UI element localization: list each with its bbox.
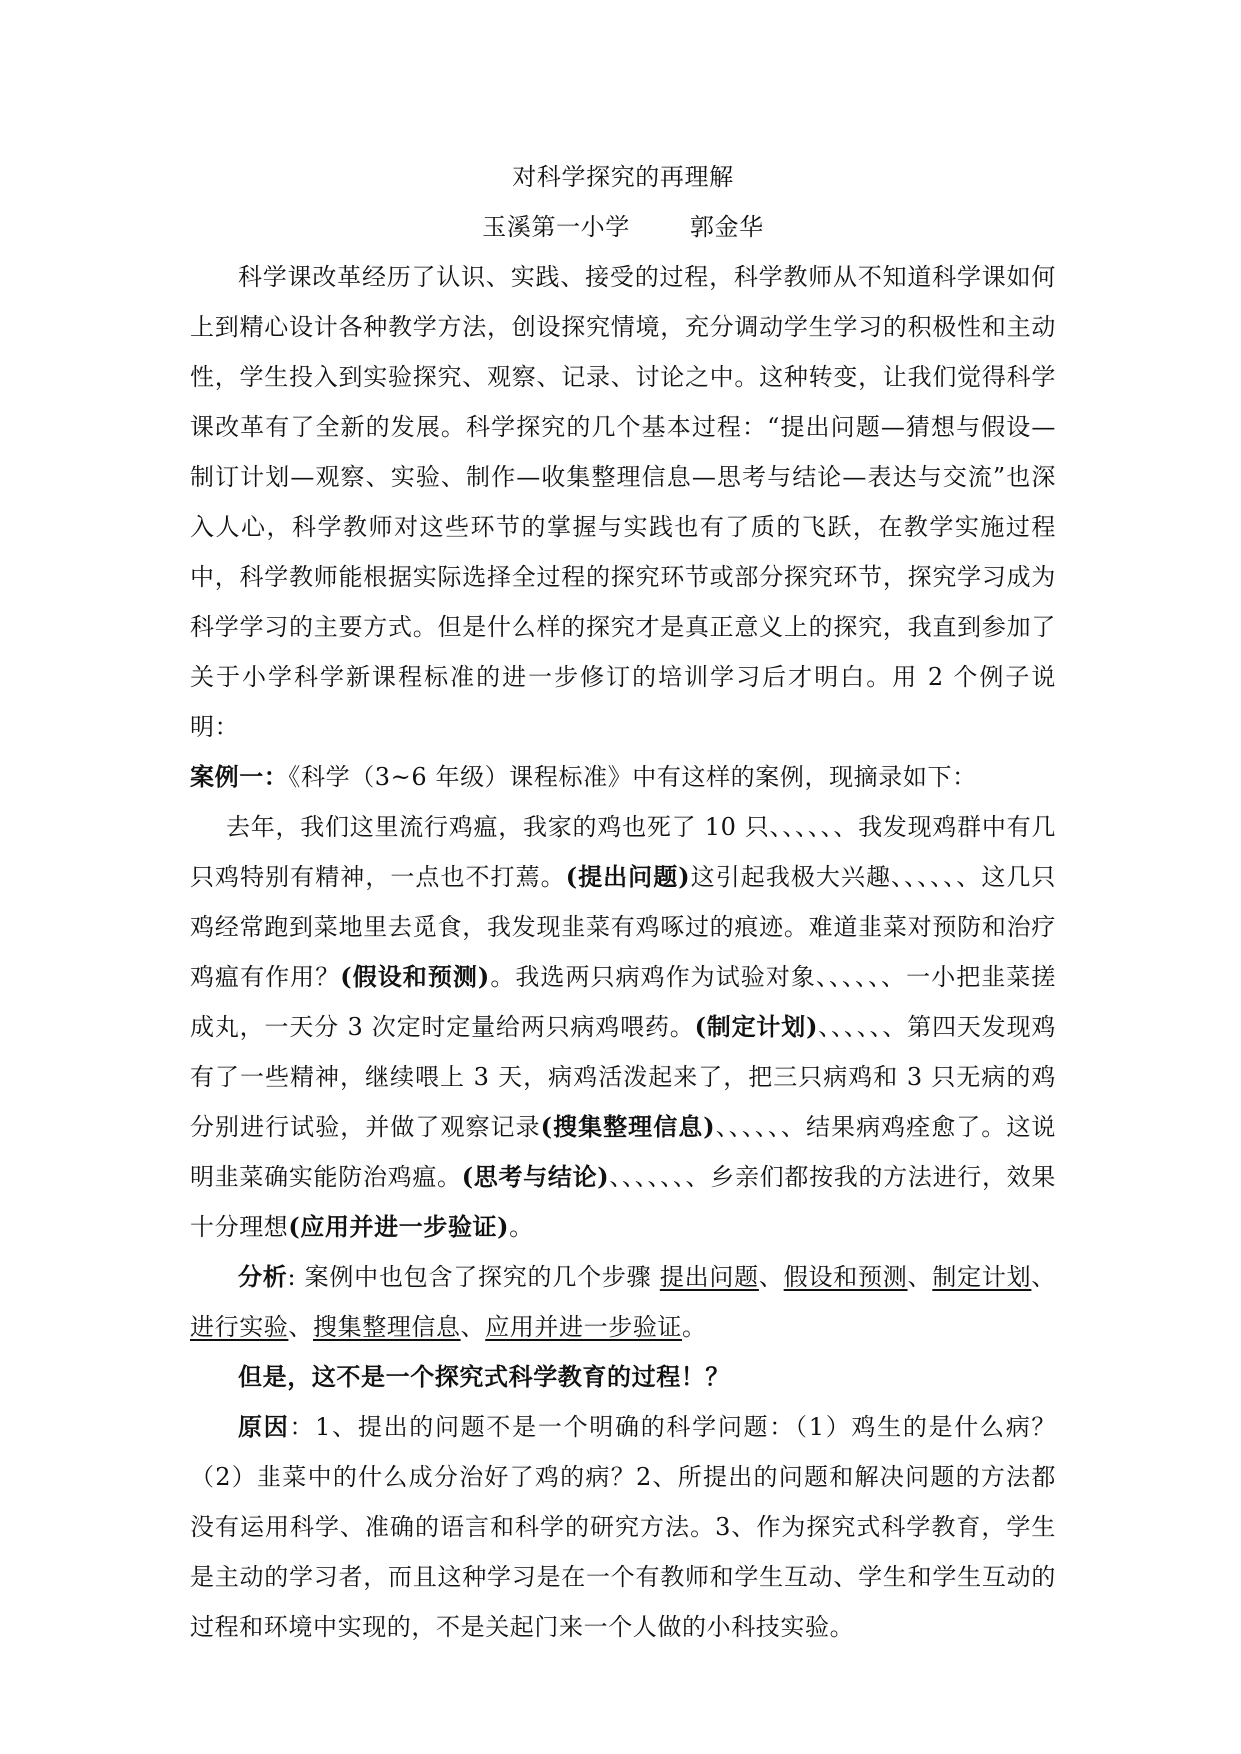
author-name: 郭金华: [689, 213, 764, 241]
analysis-sep: 、: [1031, 1263, 1057, 1291]
reason-label: 原因: [238, 1412, 290, 1441]
story-text-1: 去年，我们这里流行鸡瘟，我家的鸡也死了 10 只、、、、、、我发现鸡群中有几只鸡特别有精神，一点也不打蔫。: [190, 813, 1056, 891]
analysis-step: 进行实验: [190, 1313, 289, 1341]
story-text-6: 、、、、、、、乡亲们都按我的方法进行，效果十分理想: [190, 1163, 1056, 1241]
analysis-step: 制定计划: [932, 1263, 1032, 1291]
case1-paragraph: [190, 752, 1056, 802]
story-paragraph: [190, 802, 1056, 1252]
tag-hypothesis: (假设和预测): [340, 962, 490, 991]
reason-paragraph: [190, 1402, 1056, 1652]
analysis-step: 搜集整理信息: [313, 1313, 461, 1341]
tag-collect-info: (搜集整理信息): [540, 1112, 716, 1141]
analysis-step: 假设和预测: [783, 1263, 908, 1291]
case1-text: 《科学（3~6 年级）课程标准》中有这样的案例，现摘录如下：: [288, 763, 977, 791]
story-text-2: 这引起我极大兴趣、、、、、、这几只鸡经常跑到菜地里去觅食，我发现韭菜有鸡啄过的痕迹。难道韭菜对预防和治疗鸡瘟有作用？: [190, 863, 1057, 991]
question-paragraph: [190, 1352, 1056, 1402]
analysis-sep: 、: [758, 1263, 784, 1291]
analysis-sep: 、: [460, 1313, 486, 1341]
story-text-5: 、、、、、、结果病鸡痊愈了。这说明韭菜确实能防治鸡瘟。: [190, 1113, 1057, 1191]
analysis-end: 。: [682, 1313, 707, 1341]
story-text-7: 。: [509, 1213, 534, 1241]
doc-title: 对科学探究的再理解: [512, 163, 734, 191]
school-name: 玉溪第一小学: [482, 213, 630, 241]
analysis-lead: : 案例中也包含了探究的几个步骤: [287, 1263, 660, 1291]
tag-plan: (制定计划): [694, 1012, 819, 1041]
document-page: [190, 152, 1056, 1652]
intro-paragraph: 科学课改革经历了认识、实践、接受的过程，科学教师从不知道科学课如何上到精心设计各种教学方法，创设探究情境，充分调动学生学习的积极性和主动性，学生投入到实验探究、观察、记录、讨论之中。这种转变，让我们觉得科学课改革有了全新的发展。科学探究的几个基本过程：“提出问题—猜想与假设—制订计划—观察、实验、制作—收集整理信息—思考与结论—表达与交流”也深入人心，科学教师对这些环节的掌握与实践也有了质的飞跃，在教学实施过程中，科学教师能根据实际选择全过程的探究环节或部分探究环节，探究学习成为科学学习的主要方式。但是什么样的探究才是真正意义上的探究，我直到参加了关于小学科学新课程标准的进一步修订的培训学习后才明白。用 2 个例子说明：: [190, 263, 1056, 741]
question-text: 但是，这不是一个探究式科学教育的过程！？: [238, 1362, 730, 1391]
tag-conclusion: (思考与结论): [461, 1162, 610, 1191]
analysis-step: 应用并进一步验证: [485, 1313, 683, 1341]
analysis-step: 提出问题: [659, 1263, 759, 1291]
analysis-sep: 、: [288, 1313, 314, 1341]
analysis-sep: 、: [907, 1263, 933, 1291]
story-text-4: 、、、、、、第四天发现鸡有了一些精神，继续喂上 3 天，病鸡活泼起来了，把三只病鸡和 3 只无病的鸡分别进行试验，并做了观察记录: [190, 1013, 1056, 1141]
tag-raise-question: (提出问题): [565, 862, 691, 891]
reason-text: ：1、提出的问题不是一个明确的科学问题：（1）鸡生的是什么病？（2）韭菜中的什么成分治好了鸡的病？2、所提出的问题和解决问题的方法都没有运用科学、准确的语言和科学的研究方法。3、作为探究式科学教育，学生是主动的学习者，而且这种学习是在一个有教师和学生互动、学生和学生互动的过程和环境中实现的，不是关起门来一个人做的小科技实验。: [190, 1413, 1057, 1641]
story-text-3: 。我选两只病鸡作为试验对象、、、、、、一小把韭菜搓成丸，一天分 3 次定时定量给两只病鸡喂药。: [190, 963, 1057, 1041]
author-line: [190, 202, 1056, 252]
analysis-label: 分析: [238, 1262, 288, 1291]
tag-apply-verify: (应用并进一步验证): [288, 1212, 510, 1241]
analysis-paragraph: [190, 1252, 1056, 1352]
case1-label: 案例一：: [190, 762, 289, 791]
